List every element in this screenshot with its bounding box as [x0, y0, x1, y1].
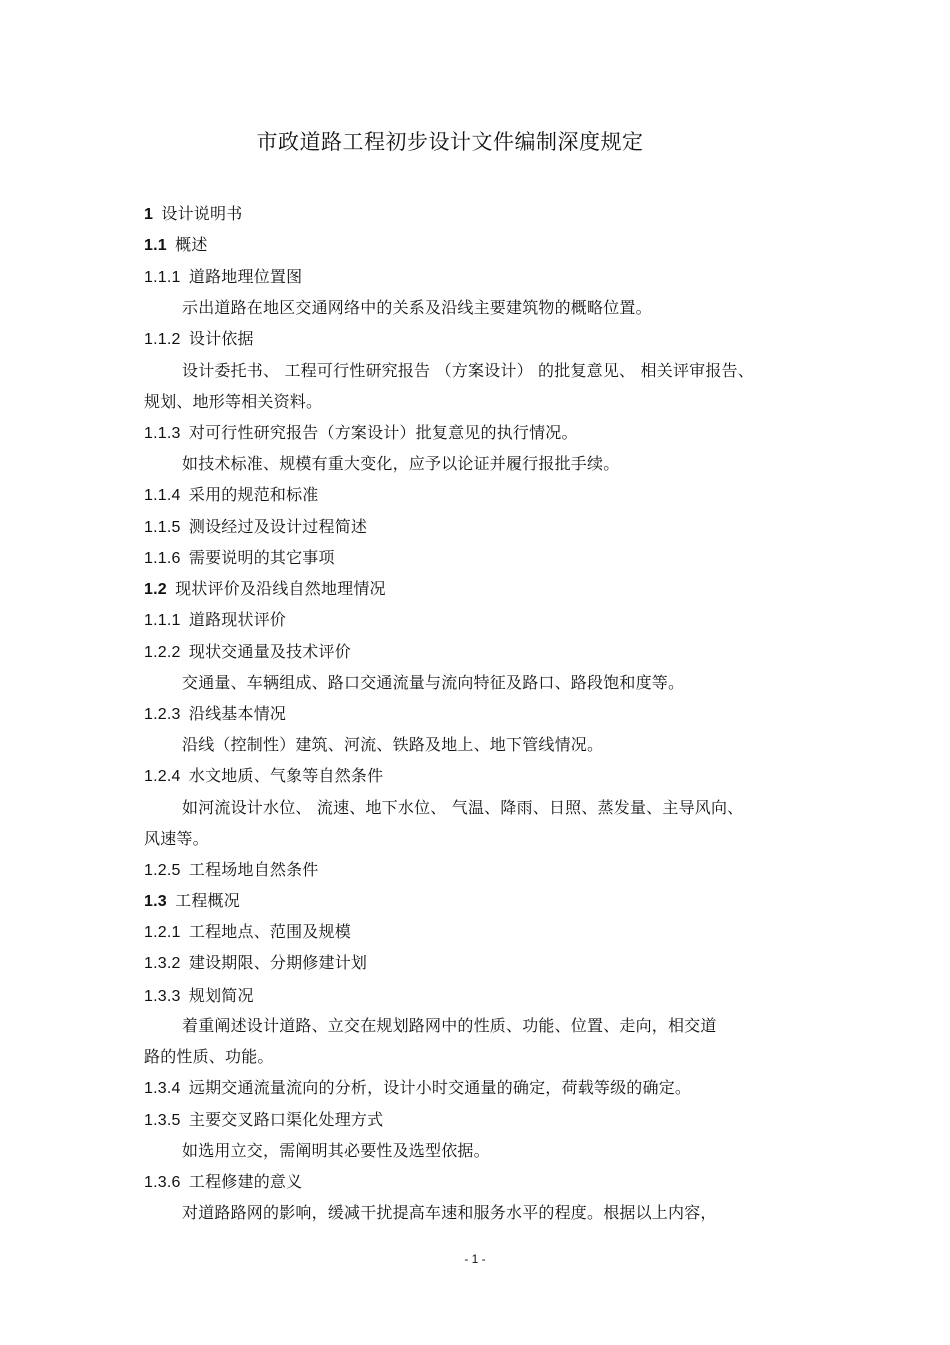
- section-text: 设计说明书: [161, 204, 243, 223]
- section-text: 工程地点、范围及规模: [188, 922, 351, 941]
- section-number: 1.2.4: [144, 768, 181, 785]
- heading-1-1-2: [144, 329, 254, 350]
- section-number: 1.2.1: [144, 924, 181, 941]
- document-title: 市政道路工程初步设计文件编制深度规定: [256, 130, 644, 154]
- section-text: 对可行性研究报告（方案设计）批复意见的执行情况。: [188, 423, 578, 442]
- section-number: 1.1.4: [144, 487, 181, 504]
- body-paragraph-continuation: 风速等。: [144, 829, 209, 848]
- heading-1-3-4: [144, 1078, 691, 1099]
- section-text: 道路地理位置图: [188, 267, 303, 286]
- heading-1-3-2: [144, 953, 367, 974]
- section-text: 需要说明的其它事项: [188, 548, 335, 567]
- heading-1-1-3: [144, 423, 578, 444]
- section-text: 测设经过及设计过程简述: [188, 517, 368, 536]
- heading-1-2-3: [144, 704, 286, 725]
- section-text: 规划简况: [188, 986, 254, 1005]
- heading-section-1-3: [144, 891, 240, 912]
- heading-section-1: [144, 204, 242, 225]
- section-number: 1.2.3: [144, 706, 181, 723]
- heading-1-2-5: [144, 860, 319, 881]
- section-text: 采用的规范和标准: [188, 485, 319, 504]
- section-number: 1.1.1: [144, 269, 181, 286]
- section-number: 1.3.2: [144, 955, 181, 972]
- page-number: - 1 -: [464, 1252, 486, 1266]
- section-text: 现状交通量及技术评价: [188, 642, 351, 661]
- heading-1-3-1: [144, 922, 351, 943]
- heading-1-1-1: [144, 267, 302, 288]
- heading-1-3-5: [144, 1110, 383, 1131]
- body-paragraph: 沿线（控制性）建筑、河流、铁路及地上、地下管线情况。: [182, 735, 604, 754]
- body-paragraph: 如河流设计水位、 流速、地下水位、 气温、降雨、日照、蒸发量、主导风向、: [182, 798, 744, 817]
- heading-1-1-5: [144, 517, 367, 538]
- section-number: 1.2: [144, 581, 167, 598]
- section-text: 工程概况: [175, 891, 240, 910]
- heading-1-1-4: [144, 485, 319, 506]
- section-text: 远期交通流量流向的分析，设计小时交通量的确定，荷载等级的确定。: [188, 1078, 692, 1097]
- heading-1-3-3: [144, 986, 254, 1007]
- heading-section-1-2: [144, 579, 386, 600]
- section-number: 1.3.3: [144, 988, 181, 1005]
- section-number: 1.3.4: [144, 1080, 181, 1097]
- body-paragraph-continuation: 规划、地形等相关资料。: [144, 392, 323, 411]
- section-text: 工程场地自然条件: [188, 860, 319, 879]
- body-paragraph: 交通量、车辆组成、路口交通流量与流向特征及路口、路段饱和度等。: [182, 673, 685, 692]
- body-paragraph: 对道路路网的影响，缓减干扰提高车速和服务水平的程度。根据以上内容，: [182, 1203, 717, 1222]
- section-number: 1.1: [144, 237, 167, 254]
- section-text: 建设期限、分期修建计划: [188, 953, 368, 972]
- section-number: 1.2.2: [144, 644, 181, 661]
- section-text: 现状评价及沿线自然地理情况: [175, 579, 386, 598]
- section-number: 1.1.5: [144, 519, 181, 536]
- heading-1-3-6: [144, 1172, 302, 1193]
- section-text: 水文地质、气象等自然条件: [188, 766, 384, 785]
- section-number: 1.2.5: [144, 862, 181, 879]
- section-number: 1.1.1: [144, 612, 181, 629]
- heading-1-2-2: [144, 642, 351, 663]
- section-text: 主要交叉路口渠化处理方式: [188, 1110, 384, 1129]
- section-number: 1.1.2: [144, 331, 181, 348]
- heading-section-1-1: [144, 235, 208, 256]
- section-text: 设计依据: [188, 329, 254, 348]
- section-text: 沿线基本情况: [188, 704, 287, 723]
- section-number: 1.1.3: [144, 425, 181, 442]
- heading-1-2-4: [144, 766, 383, 787]
- body-paragraph: 着重阐述设计道路、立交在规划路网中的性质、功能、位置、走向，相交道: [182, 1016, 717, 1035]
- heading-1-1-6: [144, 548, 335, 569]
- section-number: 1.1.6: [144, 550, 181, 567]
- section-text: 概述: [175, 235, 208, 254]
- body-paragraph: 如选用立交，需阐明其必要性及选型依据。: [182, 1141, 490, 1160]
- body-paragraph: 如技术标准、规模有重大变化，应予以论证并履行报批手续。: [182, 454, 620, 473]
- section-number: 1.3.6: [144, 1174, 181, 1191]
- body-paragraph: 设计委托书、 工程可行性研究报告 （方案设计） 的批复意见、 相关评审报告、: [182, 361, 754, 380]
- section-number: 1.3: [144, 893, 167, 910]
- section-text: 道路现状评价: [188, 610, 287, 629]
- section-number: 1: [144, 206, 154, 223]
- section-text: 工程修建的意义: [188, 1172, 303, 1191]
- body-paragraph: 示出道路在地区交通网络中的关系及沿线主要建筑物的概略位置。: [182, 298, 652, 317]
- section-number: 1.3.5: [144, 1112, 181, 1129]
- body-paragraph-continuation: 路的性质、功能。: [144, 1047, 274, 1066]
- heading-1-2-1: [144, 610, 286, 631]
